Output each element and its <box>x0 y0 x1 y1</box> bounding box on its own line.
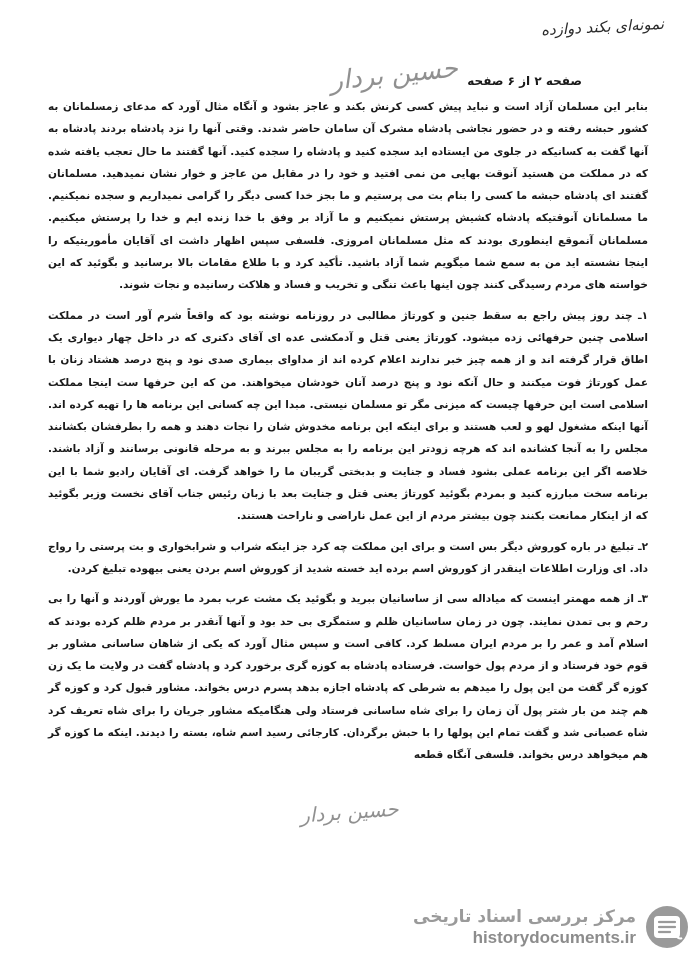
signature-top: حسین بردار <box>328 53 460 97</box>
watermark-url: historydocuments.ir <box>472 928 636 947</box>
paragraph-intro: بنابر این مسلمان آزاد است و نباید پیش کسی کرنش بکند و عاجز بشود و آنگاه مثال آورد که مدعای زمسلمانان به کشور حبشه رفته و در حضور نجاشی پادشاه مشرک آن سامان حاضر شدند. وقتی آنها را نزد پادشاه بردند پادشاه به آنها گفت به کسانیکه در جلوی من ایستاده اید سجده کنید و پادشاه را سجده کنید. آنها گفتند ما حال تعجب یافته شده که در مملکت من هستید آنوقت بهایی من نمی افتید و خود را در مقابل من عاجز و خوار نشان نمیدهید. مسلمانان گفتند ای پادشاه حبشه ما کسی را بنام بت می پرستیم و ما بجز خدا کسی دیگر را گرامی نمیداریم و سجده نمیکنیم. ما مسلمانان آنوقتیکه پادشاه کشیش پرستش نمیکنیم و ما آزاد بر وفق با خدا زنده ایم و خدا را پرستش میکنیم. مسلمانان آنموقع اینطوری بودند که مثل مسلمانان امروزی. فلسفی سپس اظهار داشت ای آقایان مأموریتیکه را اینجا نشسته اید من به سمع شما میگویم شما آزاد باشید. تأکید کرد و با طلاع مقامات بالا برسانید و بگوئید که این خواسته های مردم رسیدگی کنند چون اینها باعث تنگی و تخریب و فساد و هلاکت رسانیده و نجات شوند. <box>48 101 648 292</box>
paragraph-2: ۲ـ تبلیغ در باره کوروش دیگر بس است و برای این مملکت چه کرد جز اینکه شراب و شرابخواری و بت پرستی را رواج داد. ای وزارت اطلاعات اینقدر از کوروش اسم برده اید خسته شدید از کوروش اسم بردن یعنی بیهوده تبلیغ کردن. <box>48 540 648 575</box>
signature-bottom: حسین بردار <box>299 796 400 828</box>
scroll-logo-icon <box>644 904 690 950</box>
watermark <box>400 897 690 957</box>
document-body <box>48 96 648 775</box>
paragraph-1: ۱ـ چند روز پیش راجع به سقط جنین و کورتاژ مطالبی در روزنامه نوشته بود که واقعاً شرم آور است در مملکت اسلامی چنین حرفهائی زده میشود. کورتاژ یعنی قتل و آدمکشی عده ای آقای دکتری که در داخل چهار دیواری یک اطاق قرار گرفته اند و از همه چیز خبر ندارند اعلام کرده اند از مداوای بیماری صدی نود و پنج درصد هشتاد زنان با عمل کورتاژ فوت میکنند و حال آنکه نود و پنج درصد آنان خودشان میخواهند. من که این حرفها ست اینجا مملکت اسلامی است این حرفها چیست که میزنی مگر تو مسلمان نیستی. مبدا این چه کسانی این برنامه ها را تهیه کرده اند. آنها اینکه مشغول لهو و لعب هستند و برای اینکه این برنامه مخدوش شان را نجات دهند و همه را بطرفشان بکشانند مجلس را به آنجا کشانده اند که هرچه زودتر این برنامه را به مجلس ببرند و به مرحله قانونی برسانند و آزاد باشند. خلاصه اگر این برنامه عملی بشود فساد و جنایت و بدبختی گریبان ما را خواهد گرفت. ای آقایان رادیو شما با این برنامه سخت مبارزه کنید و بمردم بگوئید کورتاژ یعنی قتل و جنایت بعد با زبان رئیس جناب آقای نخست وزیر بگوئید که از اینکار ممانعت بکنند چون بیشتر مردم از این عمل ناراضی و ناراحت هستند. <box>48 309 648 523</box>
handwritten-note: نمونه‌ای بکند دوازده <box>540 14 665 40</box>
watermark-title: مرکز بررسی اسناد تاریخی <box>413 907 636 927</box>
page-number: صفحه ۲ از ۶ صفحه <box>467 74 582 88</box>
paragraph-3: ۳ـ از همه مهمتر اینست که میاداله سی از ساسانیان ببرید و بگوئید یک مشت عرب بمرد ما یورش آوردند و آنها را بی رحم و بی تمدن نمایند. چون در زمان ساسانیان ظلم و ستمگری بی حد بود و آنها آنقدر بر مردم ظلم کرده بودند که اسلام آمد و عمر را بر مردم ایران مسلط کرد. کافی است و سپس مثال آورد که یکی از شاهان ساسانی مشاور بر قوم خود فرستاد و از مردم پول خواست. فرستاده پادشاه به کوزه گری برخورد کرد و پادشاه گفت در ولایت ما یک زن کوزه گر گفت من این پول را میدهم به شرطی که پادشاه اجازه بدهد پسرم درس بخواند. مشاور قبول کرد و کوزه گر هم چند من بار شتر پول آن زمان را برای شاه ساسانی فرستاد ولی هنگامیکه مشاور جریان را برای شاه تعریف کرد شاه عصبانی شد و گفت تمام این پولها را با حبش برگردان. کارجائی رسید اسم شاه، بسته را دیدند. اینکه ما کوزه گر هم میخواهد درس بخواند. فلسفی آنگاه قطعه <box>48 593 648 762</box>
watermark-text <box>413 906 636 948</box>
